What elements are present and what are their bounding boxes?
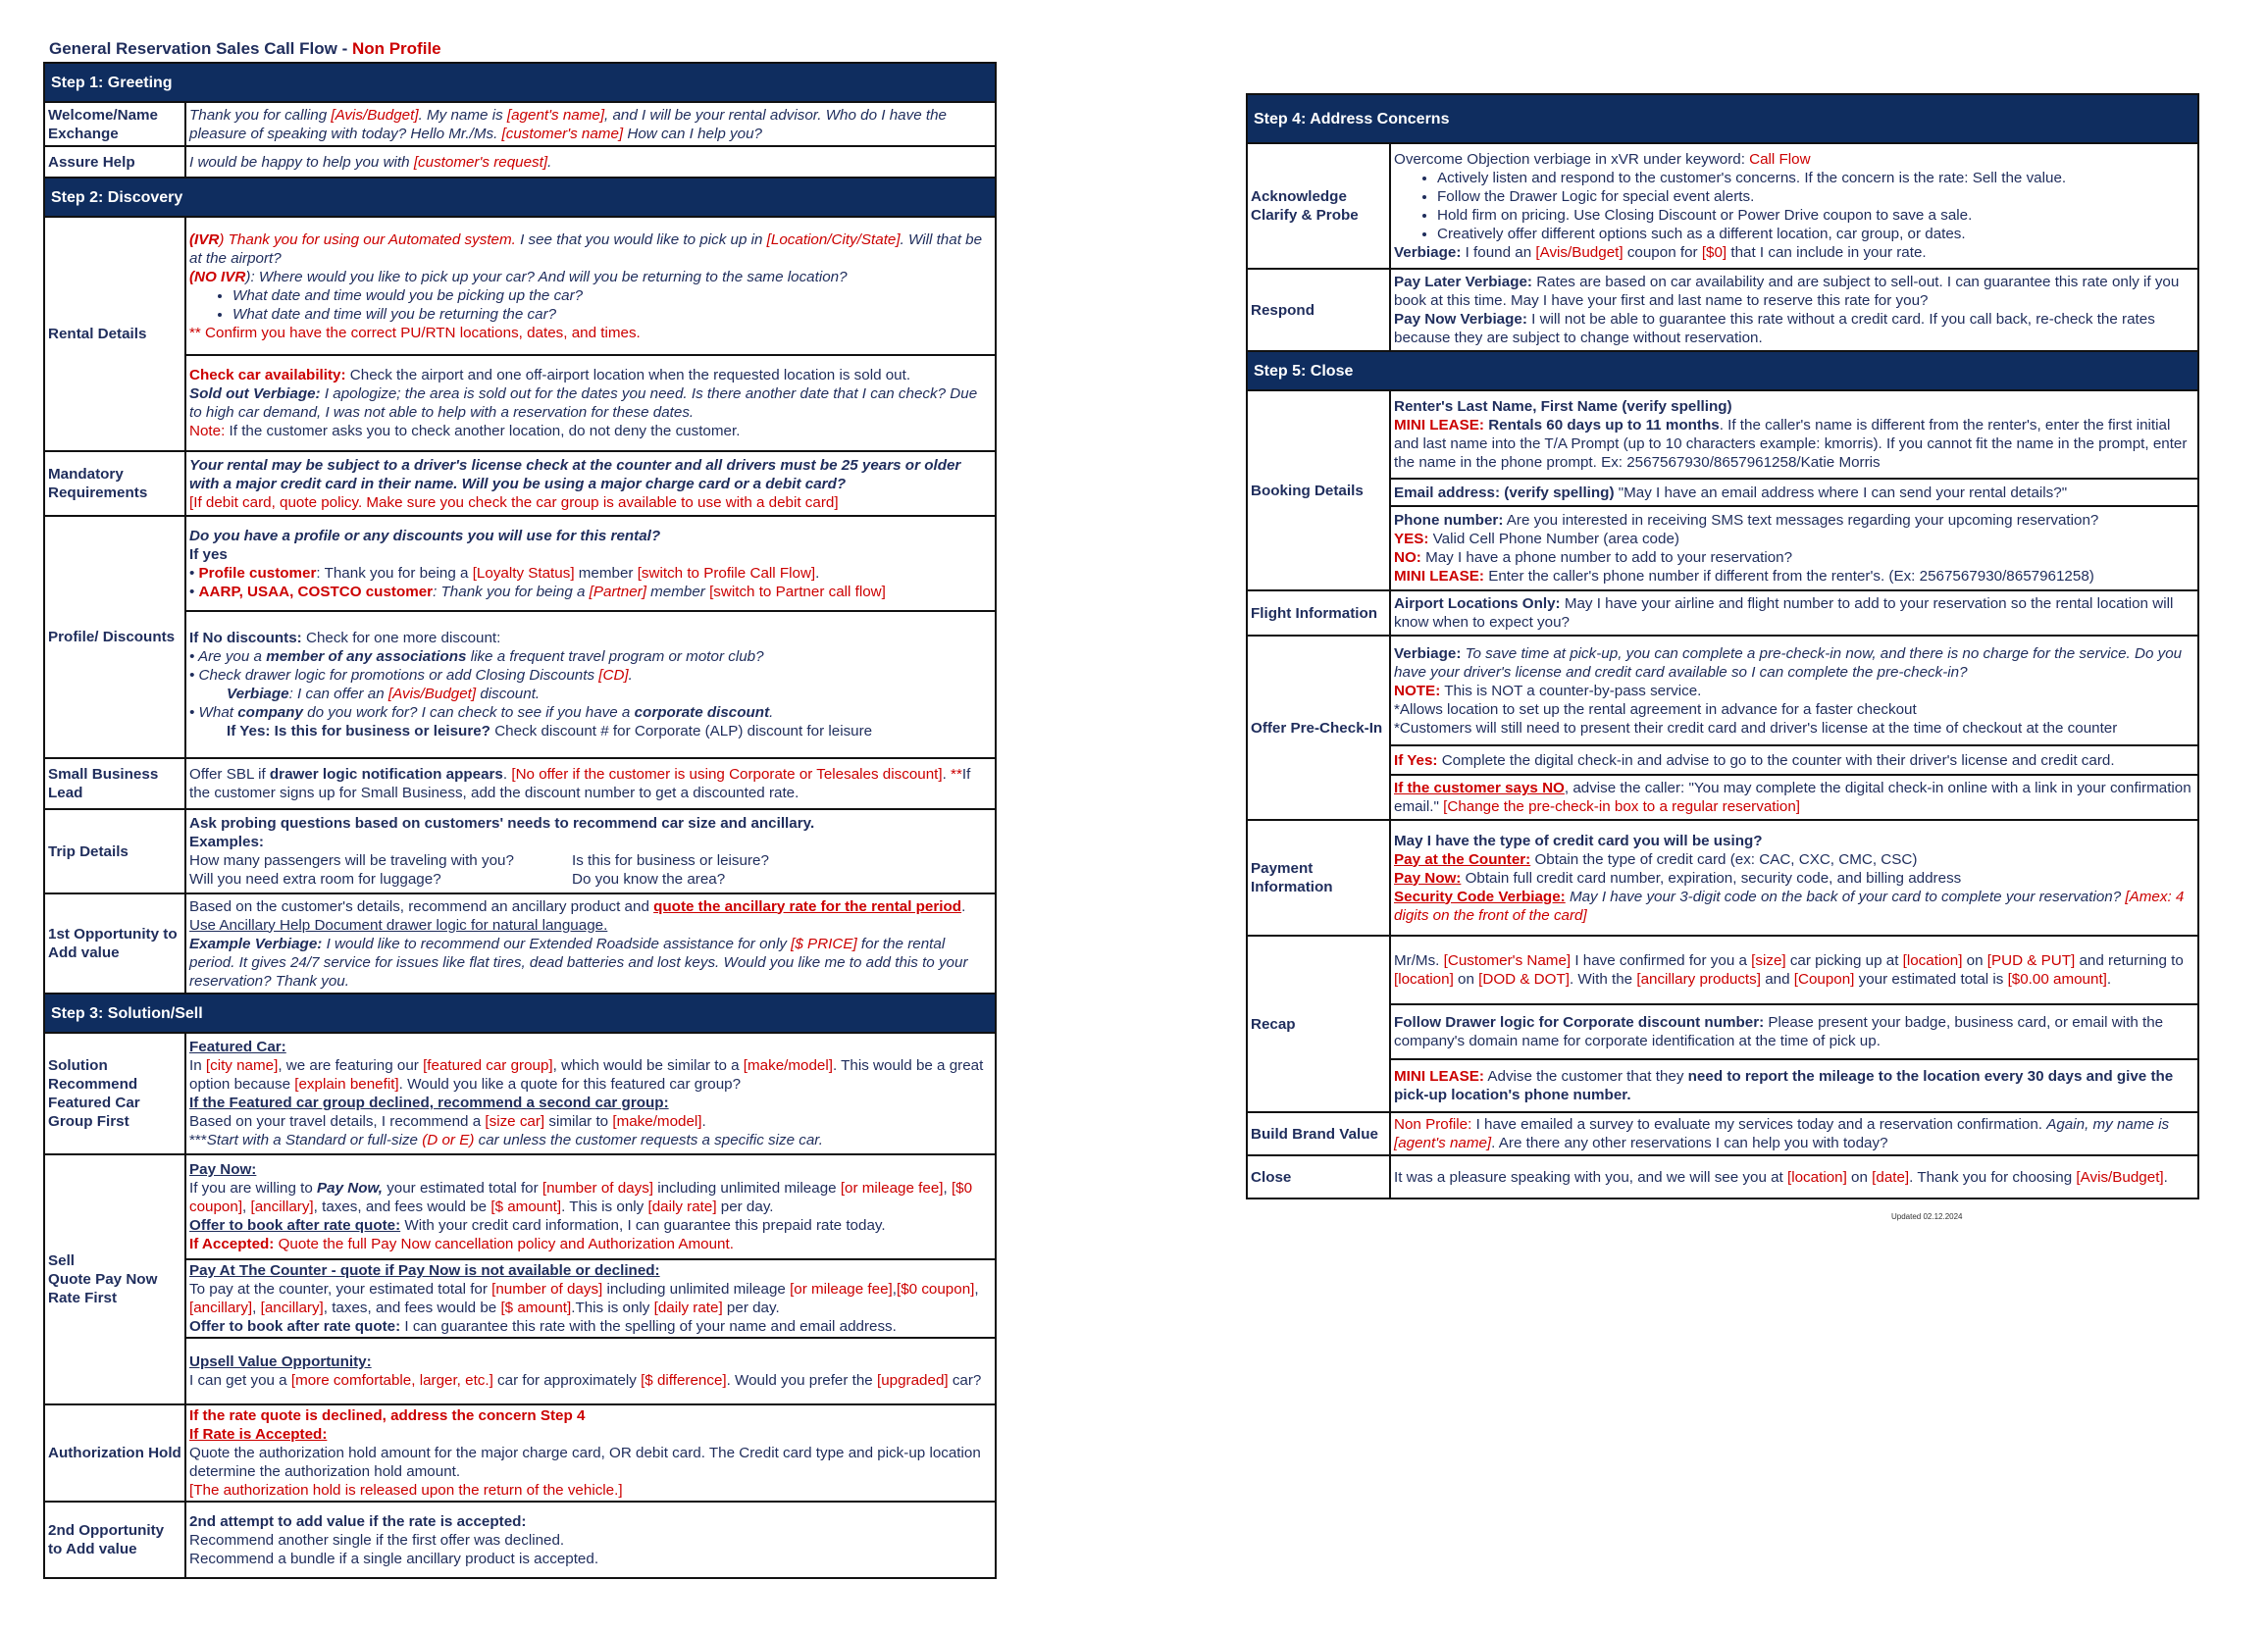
rental-ivr-text: (IVR) Thank you for using our Automated system. I see that you would like to pick up in [Location/City/State]. Will that be at the airport? (NO IVR): Where would you like to pick up your car? And will you be returning to the same location? • What date and time would you be picking up the car? • What date and time will you be returning the car? ** Confirm you have the correct PU/RTN locations, dates, and times. bbox=[185, 217, 996, 355]
precheck-row-3 bbox=[1247, 775, 2198, 820]
trip-row bbox=[44, 809, 996, 893]
step-3-header: Step 3: Solution/Sell bbox=[44, 994, 996, 1033]
recap-minilease-text: MINI LEASE: Advise the customer that they need to report the mileage to the location every 30 days and give the pick-up location's phone number. bbox=[1390, 1059, 2198, 1112]
flight-label: Flight Information bbox=[1247, 590, 1390, 636]
brand-label: Build Brand Value bbox=[1247, 1112, 1390, 1155]
opp1-row bbox=[44, 893, 996, 994]
auth-text: If the rate quote is declined, address the concern Step 4 If Rate is Accepted: Quote the authorization hold amount for the major charge card, OR debit card. The Credit card type and pick-up location determine the authorization hold amount. [The authorization hold is released upon the return of the vehicle.] bbox=[185, 1404, 996, 1502]
sell-row-3 bbox=[44, 1338, 996, 1404]
step-2-header: Step 2: Discovery bbox=[44, 178, 996, 217]
precheck-row-1 bbox=[1247, 636, 2198, 745]
profile-yes-text: Do you have a profile or any discounts you will use for this rental? If yes • Profile customer: Thank you for being a [Loyalty Status] member [switch to Profile Call Flow]. • AARP, USAA, COSTCO customer: Thank you for being a [Partner] member [switch to Partner call flow] bbox=[185, 516, 996, 611]
respond-text: Pay Later Verbiage: Rates are based on car availability and are subject to sell-out. I can guarantee this rate only if you book at this time. May I have your first and last name to reserve this rate for you? Pay Now Verbiage: I will not be able to guarantee this rate without a credit card. If you call back, re-check the rates because they are subject to change without reservation. bbox=[1390, 269, 2198, 351]
opp2-row bbox=[44, 1502, 996, 1578]
trip-label: Trip Details bbox=[44, 809, 185, 893]
sbl-row bbox=[44, 758, 996, 809]
welcome-row bbox=[44, 102, 996, 146]
booking-row-3 bbox=[1247, 506, 2198, 590]
ack-row bbox=[1247, 143, 2198, 269]
booking-email-text: Email address: (verify spelling) "May I have an email address where I can send your rental details?" bbox=[1390, 479, 2198, 506]
rental-label: Rental Details bbox=[44, 217, 185, 451]
profile-row-2 bbox=[44, 611, 996, 758]
assure-row bbox=[44, 146, 996, 178]
updated-date: Updated 02.12.2024 bbox=[1891, 1212, 1963, 1221]
solution-label: Solution Recommend Featured Car Group First bbox=[44, 1033, 185, 1154]
precheck-yes-text: If Yes: Complete the digital check-in and advise to go to the counter with their driver's license and credit card. bbox=[1390, 745, 2198, 775]
flight-row bbox=[1247, 590, 2198, 636]
document-title: General Reservation Sales Call Flow - Non Profile bbox=[49, 39, 441, 58]
brand-row bbox=[1247, 1112, 2198, 1155]
profile-row-1 bbox=[44, 516, 996, 611]
step-4-header: Step 4: Address Concerns bbox=[1247, 94, 2198, 143]
payment-label: Payment Information bbox=[1247, 820, 1390, 936]
welcome-text: Thank you for calling [Avis/Budget]. My name is [agent's name], and I will be your rental advisor. Who do I have the pleasure of speaking with today? Hello Mr./Ms. [customer's name] How can I help you? bbox=[185, 102, 996, 146]
recap-row-1 bbox=[1247, 936, 2198, 1004]
profile-label: Profile/ Discounts bbox=[44, 516, 185, 758]
booking-row-1 bbox=[1247, 390, 2198, 479]
respond-row bbox=[1247, 269, 2198, 351]
payment-row bbox=[1247, 820, 2198, 936]
precheck-row-2 bbox=[1247, 745, 2198, 775]
opp2-label: 2nd Opportunity to Add value bbox=[44, 1502, 185, 1578]
profile-no-text: If No discounts: Check for one more discount: • Are you a member of any associations like a frequent travel program or motor club? • Check drawer logic for promotions or add Closing Discounts [CD]. Verbiage: I can offer an [Avis/Budget] discount. • What company do you work for? I can check to see if you have a corporate discount. If Yes: Is this for business or leisure? Check discount # for Corporate (ALP) discount for leisure bbox=[185, 611, 996, 758]
trip-text: Ask probing questions based on customers' needs to recommend car size and ancillary. Examples: How many passengers will be traveling with you? Is this for business or leisure? Will you need extra room for luggage? Do you know the area? bbox=[185, 809, 996, 893]
sbl-text: Offer SBL if drawer logic notification appears. [No offer if the customer is using Corporate or Telesales discount]. **If the customer signs up for Small Business, add the discount number to get a discounted rate. bbox=[185, 758, 996, 809]
opp1-label: 1st Opportunity to Add value bbox=[44, 893, 185, 994]
recap-row-3 bbox=[1247, 1059, 2198, 1112]
sell-row-2 bbox=[44, 1259, 996, 1338]
recap-label: Recap bbox=[1247, 936, 1390, 1112]
rental-availability-text: Check car availability: Check the airport and one off-airport location when the requested location is sold out. Sold out Verbiage: I apologize; the area is sold out for the dates you need. Is there another date that I can check? Due to high car demand, I was not able to help with a reservation for these dates. Note: If the customer asks you to check another location, do not deny the customer. bbox=[185, 355, 996, 451]
auth-label: Authorization Hold bbox=[44, 1404, 185, 1502]
payment-text: May I have the type of credit card you will be using? Pay at the Counter: Obtain the type of credit card (ex: CAC, CXC, CMC, CSC) Pay Now: Obtain full credit card number, expiration, security code, and billing address Security Code Verbiage: May I have your 3-digit code on the back of your card to complete your reservation? [Amex: 4 digits on the front of the card] bbox=[1390, 820, 2198, 936]
sell-paynow-text: Pay Now: If you are willing to Pay Now, your estimated total for [number of days] including unlimited mileage [or mileage fee], [$0 coupon], [ancillary], taxes, and fees would be [$ amount]. This is only [daily rate] per day. Offer to book after rate quote: With your credit card information, I can guarantee this prepaid rate today. If Accepted: Quote the full Pay Now cancellation policy and Authorization Amount. bbox=[185, 1154, 996, 1259]
booking-name-text: Renter's Last Name, First Name (verify spelling) MINI LEASE: Rentals 60 days up to 11 months. If the caller's name is different from the renter's, enter the first initial and last name into the T/A Prompt (up to 10 characters example: kmorris). If you cannot fit the name in the prompt, enter the name in the phone prompt. Ex: 2567567930/8657961258/Katie Morris bbox=[1390, 390, 2198, 479]
precheck-verbiage-text: Verbiage: To save time at pick-up, you can complete a pre-check-in now, and there is no charge for the service. Do you have your driver's license and credit card available so I can complete the pre-check-in? NOTE: This is NOT a counter-by-pass service. *Allows location to set up the rental agreement in advance for a faster checkout *Customers will still need to present their credit card and driver's license at the time of checkout at the counter bbox=[1390, 636, 2198, 745]
sell-counter-text: Pay At The Counter - quote if Pay Now is not available or declined: To pay at the counter, your estimated total for [number of days] including unlimited mileage [or mileage fee],[$0 coupon], [ancillary], [ancillary], taxes, and fees would be [$ amount].This is only [daily rate] per day. Offer to book after rate quote: I can guarantee this rate with the spelling of your name and email address. bbox=[185, 1259, 996, 1338]
opp2-text: 2nd attempt to add value if the rate is accepted: Recommend another single if the first offer was declined. Recommend a bundle if a single ancillary product is accepted. bbox=[185, 1502, 996, 1578]
assure-label: Assure Help bbox=[44, 146, 185, 178]
close-label: Close bbox=[1247, 1155, 1390, 1198]
close-row bbox=[1247, 1155, 2198, 1198]
call-flow-left-table bbox=[43, 62, 997, 1579]
recap-summary-text: Mr/Ms. [Customer's Name] I have confirmed for you a [size] car picking up at [location] on [PUD & PUT] and returning to [location] on [DOD & DOT]. With the [ancillary products] and [Coupon] your estimated total is [$0.00 amount]. bbox=[1390, 936, 2198, 1004]
mandatory-text: Your rental may be subject to a driver's license check at the counter and all drivers must be 25 years or older with a major credit card in their name. Will you be using a major charge card or a debit card? [If debit card, quote policy. Make sure you check the car group is available to use with a debit card] bbox=[185, 451, 996, 516]
precheck-no-text: If the customer says NO, advise the caller: "You may complete the digital check-in online with a link in your confirmation email." [Change the pre-check-in box to a regular reservation] bbox=[1390, 775, 2198, 820]
flight-text: Airport Locations Only: May I have your airline and flight number to add to your reservation so the rental location will know when to expect you? bbox=[1390, 590, 2198, 636]
recap-row-2 bbox=[1247, 1004, 2198, 1059]
rental-row-2 bbox=[44, 355, 996, 451]
precheck-label: Offer Pre-Check-In bbox=[1247, 636, 1390, 820]
booking-phone-text: Phone number: Are you interested in receiving SMS text messages regarding your upcoming reservation? YES: Valid Cell Phone Number (area code) NO: May I have a phone number to add to your reservation? MINI LEASE: Enter the caller's phone number if different from the renter's. (Ex: 2567567930/8657961258) bbox=[1390, 506, 2198, 590]
recap-corporate-text: Follow Drawer logic for Corporate discount number: Please present your badge, business card, or email with the company's domain name for corporate identification at the time of pick up. bbox=[1390, 1004, 2198, 1059]
respond-label: Respond bbox=[1247, 269, 1390, 351]
ack-label: Acknowledge Clarify & Probe bbox=[1247, 143, 1390, 269]
booking-label: Booking Details bbox=[1247, 390, 1390, 590]
close-text: It was a pleasure speaking with you, and we will see you at [location] on [date]. Thank you for choosing [Avis/Budget]. bbox=[1390, 1155, 2198, 1198]
sell-label: Sell Quote Pay Now Rate First bbox=[44, 1154, 185, 1404]
booking-row-2 bbox=[1247, 479, 2198, 506]
brand-text: Non Profile: I have emailed a survey to evaluate my services today and a reservation confirmation. Again, my name is [agent's name]. Are there any other reservations I can help you with today? bbox=[1390, 1112, 2198, 1155]
solution-text: Featured Car: In [city name], we are featuring our [featured car group], which would be similar to a [make/model]. This would be a great option because [explain benefit]. Would you like a quote for this featured car group? If the Featured car group declined, recommend a second car group: Based on your travel details, I recommend a [size car] similar to [make/model]. ***Start with a Standard or full-size (D or E) car unless the customer requests a specific size car. bbox=[185, 1033, 996, 1154]
mandatory-label: Mandatory Requirements bbox=[44, 451, 185, 516]
assure-text: I would be happy to help you with [customer's request]. bbox=[185, 146, 996, 178]
rental-row-1 bbox=[44, 217, 996, 355]
mandatory-row bbox=[44, 451, 996, 516]
step-5-header: Step 5: Close bbox=[1247, 351, 2198, 390]
solution-row bbox=[44, 1033, 996, 1154]
welcome-label: Welcome/Name Exchange bbox=[44, 102, 185, 146]
opp1-text: Based on the customer's details, recommend an ancillary product and quote the ancillary rate for the rental period. Use Ancillary Help Document drawer logic for natural language. Example Verbiage: I would like to recommend our Extended Roadside assistance for only [$ PRICE] for the rental period. It gives 24/7 service for issues like flat tires, dead batteries and lost keys. Would you like me to add this to your reservation? Thank you. bbox=[185, 893, 996, 994]
ack-text: Overcome Objection verbiage in xVR under keyword: Call Flow • Actively listen and respond to the customer's concerns. If the concern is the rate: Sell the value. • Follow the Drawer Logic for special event alerts. • Hold firm on pricing. Use Closing Discount or Power Drive coupon to save a sale. • Creatively offer different options such as a different location, car group, or dates. Verbiage: I found an [Avis/Budget] coupon for [$0] that I can include in your rate. bbox=[1390, 143, 2198, 269]
sell-row-1 bbox=[44, 1154, 996, 1259]
sell-upsell-text: Upsell Value Opportunity: I can get you a [more comfortable, larger, etc.] car for approximately [$ difference]. Would you prefer the [upgraded] car? bbox=[185, 1338, 996, 1404]
call-flow-right-table bbox=[1246, 93, 2199, 1199]
auth-row bbox=[44, 1404, 996, 1502]
sbl-label: Small Business Lead bbox=[44, 758, 185, 809]
step-1-header: Step 1: Greeting bbox=[44, 63, 996, 102]
